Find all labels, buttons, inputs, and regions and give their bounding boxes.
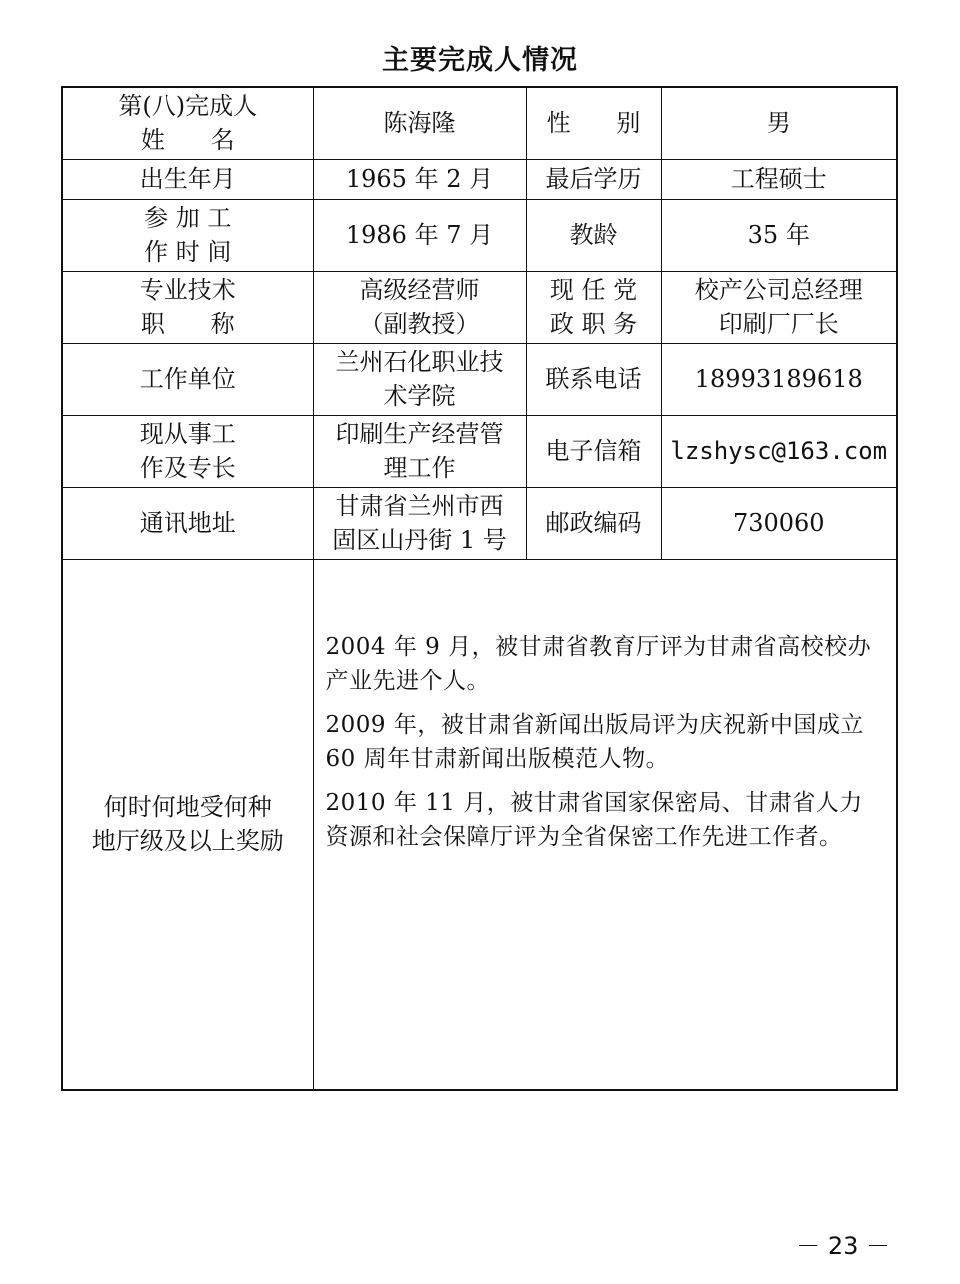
label-line: 何时何地受何种: [103, 793, 272, 822]
value-current-work: [313, 415, 526, 487]
value-line: 兰州石化职业技: [335, 348, 504, 376]
label-postcode: 邮政编码: [526, 487, 661, 559]
value-line: （副教授）: [359, 310, 480, 338]
label-line: 姓 名: [140, 126, 235, 155]
label-name: [62, 87, 313, 159]
label-address: 通讯地址: [62, 487, 313, 559]
label-birth: 出生年月: [62, 159, 313, 199]
value-employer: [313, 343, 526, 415]
label-line: 专业技术: [139, 276, 236, 304]
value-line: 印刷厂厂长: [718, 310, 839, 338]
label-line: 政 职 务: [549, 310, 638, 338]
label-line: 参 加 工: [144, 204, 232, 232]
value-email: lzshysc@163.com: [661, 415, 897, 487]
value-education: 工程硕士: [661, 159, 897, 199]
value-birth: 1965 年 2 月: [313, 159, 526, 199]
value-line: 校产公司总经理: [694, 276, 863, 304]
value-name: 陈海隆: [313, 87, 526, 159]
value-awards: [313, 559, 897, 1090]
value-current-position: [661, 271, 897, 343]
label-awards: [62, 559, 313, 1090]
label-current-position: [526, 271, 661, 343]
label-employer: 工作单位: [62, 343, 313, 415]
label-line: 现从事工: [139, 420, 236, 448]
value-line: 印刷生产经营管: [335, 420, 504, 448]
label-education: 最后学历: [526, 159, 661, 199]
label-line: 地厅级及以上奖励: [91, 827, 284, 856]
value-line: 甘肃省兰州市西: [335, 492, 504, 520]
label-line: 职 称: [140, 310, 235, 338]
row-employer: [62, 343, 897, 415]
row-work-start: [62, 199, 897, 271]
award-item: 2004 年 9 月，被甘肃省教育厅评为甘肃省高校校办产业先进个人。: [325, 633, 872, 694]
row-title-rank: [62, 271, 897, 343]
value-professional-title: [313, 271, 526, 343]
value-line: 理工作: [383, 454, 456, 482]
value-line: 固区山丹街 1 号: [332, 526, 507, 554]
label-work-start: [62, 199, 313, 271]
award-item: 2010 年 11 月，被甘肃省国家保密局、甘肃省人力资源和社会保障厅评为全省保密工作先进工作者。: [325, 789, 863, 850]
value-phone: 18993189618: [661, 343, 897, 415]
value-work-start: 1986 年 7 月: [313, 199, 526, 271]
value-postcode: 730060: [661, 487, 897, 559]
award-item: 2009 年，被甘肃省新闻出版局评为庆祝新中国成立 60 周年甘肃新闻出版模范人物。: [325, 711, 864, 772]
label-line: 作 时 间: [144, 238, 232, 266]
label-line: 现 任 党: [549, 276, 638, 304]
label-line: 第(八)完成人: [118, 92, 258, 121]
label-professional-title: [62, 271, 313, 343]
label-line: 作及专长: [139, 454, 236, 482]
label-phone: 联系电话: [526, 343, 661, 415]
personnel-info-table: [61, 86, 898, 1091]
label-email: 电子信箱: [526, 415, 661, 487]
value-line: 术学院: [383, 382, 456, 410]
page-title: 主要完成人情况: [382, 45, 578, 76]
row-address: [62, 487, 897, 559]
value-line: 高级经营师: [359, 276, 480, 304]
value-gender: 男: [661, 87, 897, 159]
row-name: [62, 87, 897, 159]
row-birth: [62, 159, 897, 199]
value-teaching-years: 35 年: [661, 199, 897, 271]
label-teaching-years: 教龄: [526, 199, 661, 271]
value-address: [313, 487, 526, 559]
label-gender: 性 别: [526, 87, 661, 159]
row-current-work: [62, 415, 897, 487]
label-current-work: [62, 415, 313, 487]
page-number: － 23 －: [796, 1232, 890, 1260]
row-awards: [62, 559, 897, 1090]
